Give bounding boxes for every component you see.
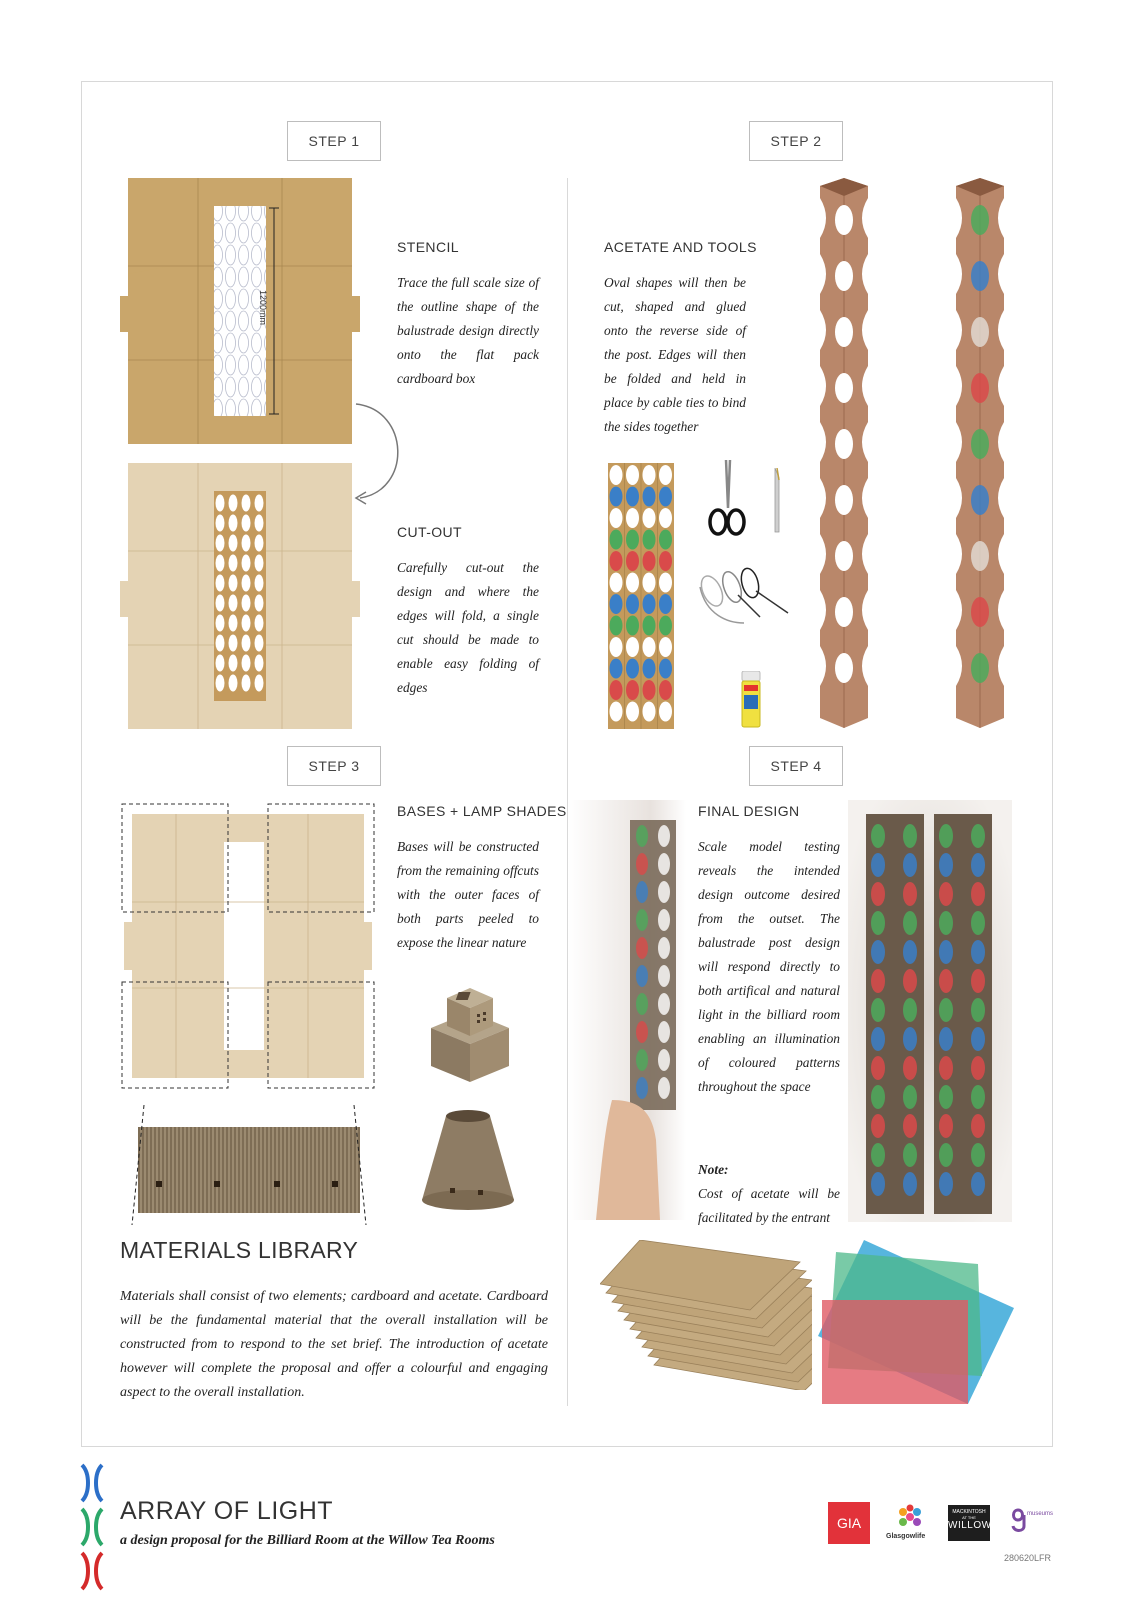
- acetate-oval: [659, 573, 672, 593]
- bases-body: Bases will be constructed from the remaining offcuts with the outer faces of both parts peeled to expose the linear nature: [397, 839, 539, 950]
- cutout-oval: [216, 515, 225, 532]
- acetate-oval: [659, 702, 672, 722]
- cutout-oval: [242, 535, 251, 552]
- final-model-oval: [971, 824, 985, 848]
- cutout-oval: [242, 595, 251, 612]
- acetate-oval: [626, 465, 639, 485]
- acetate-oval: [626, 637, 639, 657]
- hand-model-oval: [658, 1021, 670, 1043]
- poster-title: ARRAY OF LIGHT: [120, 1497, 334, 1525]
- post-oval: [835, 597, 853, 627]
- cardboard-sheets: [600, 1240, 812, 1390]
- acetate-oval: [610, 637, 623, 657]
- cutout-box-drawing: [120, 463, 360, 731]
- final-model-oval: [971, 911, 985, 935]
- acetate-oval: [626, 594, 639, 614]
- acetate-oval: [659, 594, 672, 614]
- final-model-oval: [903, 1114, 917, 1138]
- final-model-oval: [939, 824, 953, 848]
- cutout-oval: [229, 675, 238, 692]
- hand-model-oval: [636, 937, 648, 959]
- final-model-oval: [871, 882, 885, 906]
- hand-model-oval: [636, 1077, 648, 1099]
- final-model-oval: [871, 1172, 885, 1196]
- hand-model-oval: [658, 825, 670, 847]
- acetate-strip: [608, 463, 674, 729]
- final-model-oval: [871, 940, 885, 964]
- final-model-oval: [903, 1172, 917, 1196]
- acetate-body: Oval shapes will then be cut, shaped and glued onto the reverse side of the post. Edges will then be folded and held in place by cable ties to bind the sides together: [604, 275, 746, 434]
- cutout-oval: [255, 515, 264, 532]
- acetate-oval: [626, 659, 639, 679]
- acetate-oval: [626, 573, 639, 593]
- step-3-label: STEP 3: [287, 746, 381, 786]
- cutout-oval: [216, 635, 225, 652]
- hand-model-oval: [636, 1049, 648, 1071]
- final-model-oval: [903, 1143, 917, 1167]
- cutout-oval: [242, 635, 251, 652]
- final-model-oval: [971, 1143, 985, 1167]
- cutout-oval: [229, 575, 238, 592]
- acetate-oval: [659, 680, 672, 700]
- cutout-oval: [255, 675, 264, 692]
- hand-model-oval: [658, 853, 670, 875]
- glasgow-museums-text: museums: [1027, 1511, 1054, 1517]
- mackintosh-logo-main: WILLOW: [948, 1520, 992, 1531]
- post-oval: [971, 205, 989, 235]
- acetate-sheets: [818, 1240, 1014, 1404]
- mackintosh-logo-top: MACKINTOSH: [952, 1509, 986, 1515]
- cutout-oval: [229, 515, 238, 532]
- cutout-oval: [255, 495, 264, 512]
- cutout-oval: [255, 615, 264, 632]
- mackintosh-logo: [948, 1505, 990, 1541]
- acetate-oval: [643, 616, 656, 636]
- glue-stick-icon: [740, 671, 762, 729]
- final-model-oval: [903, 824, 917, 848]
- cutout-oval: [242, 555, 251, 572]
- post-oval: [971, 597, 989, 627]
- acetate-oval: [643, 530, 656, 550]
- cutout-oval: [242, 675, 251, 692]
- final-model-oval: [971, 1027, 985, 1051]
- acetate-oval: [659, 465, 672, 485]
- cutout-oval: [229, 555, 238, 572]
- poster-subtitle: a design proposal for the Billiard Room at the Willow Tea Rooms: [120, 1533, 495, 1548]
- craft-knife-icon: [770, 468, 784, 534]
- post-oval: [835, 205, 853, 235]
- acetate-oval: [626, 487, 639, 507]
- cutout-oval: [255, 575, 264, 592]
- final-model-oval: [903, 853, 917, 877]
- acetate-oval: [643, 594, 656, 614]
- final-model-oval: [939, 1027, 953, 1051]
- hand-model-oval: [658, 1049, 670, 1071]
- post-oval: [835, 429, 853, 459]
- final-model-oval: [939, 969, 953, 993]
- acetate-oval: [659, 530, 672, 550]
- final-model-oval: [939, 1143, 953, 1167]
- final-model-oval: [871, 1056, 885, 1080]
- hand-model-oval: [658, 965, 670, 987]
- final-model-oval: [903, 1056, 917, 1080]
- acetate-oval: [610, 573, 623, 593]
- gia-logo: GIA: [828, 1502, 870, 1544]
- acetate-oval: [643, 702, 656, 722]
- acetate-oval: [626, 530, 639, 550]
- cutout-oval: [216, 615, 225, 632]
- cutout-oval: [229, 655, 238, 672]
- hand-model-oval: [636, 881, 648, 903]
- post-oval: [971, 429, 989, 459]
- cutout-oval: [242, 495, 251, 512]
- acetate-oval: [659, 659, 672, 679]
- note-label: Note:: [698, 1162, 729, 1177]
- step-4-label: STEP 4: [749, 746, 843, 786]
- post-oval: [835, 485, 853, 515]
- acetate-oval: [610, 680, 623, 700]
- final-model-oval: [871, 853, 885, 877]
- cutout-heading: CUT-OUT: [397, 524, 463, 540]
- glasgow-life-text: Glasgowlife: [886, 1533, 926, 1540]
- final-model-oval: [939, 853, 953, 877]
- hand-model-oval: [658, 1077, 670, 1099]
- final-model-oval: [971, 1172, 985, 1196]
- cutout-oval: [242, 575, 251, 592]
- cutout-oval: [255, 535, 264, 552]
- bases-layout-drawing: [120, 802, 376, 1090]
- post-oval: [835, 541, 853, 571]
- acetate-oval: [643, 637, 656, 657]
- stencil-box-drawing: [120, 178, 360, 446]
- hand-model-oval: [636, 1021, 648, 1043]
- final-model-oval: [903, 1085, 917, 1109]
- final-model-oval: [939, 1172, 953, 1196]
- acetate-oval: [610, 594, 623, 614]
- bases-heading: BASES + LAMP SHADES: [397, 803, 567, 819]
- post-oval: [971, 653, 989, 683]
- cutout-oval: [229, 635, 238, 652]
- acetate-oval: [643, 659, 656, 679]
- stencil-body: Trace the full scale size of the outline shape of the balustrade design directly onto the flat pack cardboard box: [397, 275, 539, 386]
- final-model-oval: [903, 969, 917, 993]
- lamp-shade-model: [418, 1108, 518, 1212]
- post-oval: [971, 261, 989, 291]
- materials-body: Materials shall consist of two elements; cardboard and acetate. Cardboard will be the fundamental material that the overall installation will be constructed from to respond to the set brief. The introduction of acetate however will complete the proposal and offer a colourful and engaging aspect to the overall installation.: [120, 1289, 548, 1400]
- post-oval: [971, 317, 989, 347]
- acetate-oval: [643, 487, 656, 507]
- cutout-oval: [216, 555, 225, 572]
- final-body: Scale model testing reveals the intended design outcome desired from the outset. The balustrade post design will respond directly to both artifical and natural light in the billiard room enabling an illumination of coloured patterns throughout the space: [698, 839, 840, 1094]
- acetate-oval: [610, 616, 623, 636]
- post-plain: [816, 178, 872, 728]
- acetate-oval: [659, 551, 672, 571]
- acetate-oval: [610, 659, 623, 679]
- base-block-model: [427, 980, 513, 1084]
- final-model-oval: [939, 882, 953, 906]
- acetate-oval: [610, 508, 623, 528]
- cutout-oval: [216, 495, 225, 512]
- cutout-oval: [255, 595, 264, 612]
- cutout-oval: [229, 595, 238, 612]
- cutout-oval: [229, 615, 238, 632]
- post-oval: [971, 485, 989, 515]
- hand-model-oval: [658, 937, 670, 959]
- acetate-oval: [610, 465, 623, 485]
- cutout-oval: [216, 675, 225, 692]
- final-model-oval: [871, 969, 885, 993]
- mackintosh-logo-mid: AT THE: [962, 1515, 976, 1520]
- final-model-oval: [871, 1085, 885, 1109]
- acetate-oval: [643, 573, 656, 593]
- note-body: Cost of acetate will be facilitated by the entrant: [698, 1186, 840, 1225]
- acetate-oval: [659, 508, 672, 528]
- post-oval: [835, 261, 853, 291]
- post-oval: [971, 541, 989, 571]
- acetate-oval: [643, 508, 656, 528]
- acetate-oval: [643, 465, 656, 485]
- hand-model-oval: [636, 909, 648, 931]
- final-model-oval: [939, 911, 953, 935]
- final-model-oval: [939, 940, 953, 964]
- acetate-oval: [610, 702, 623, 722]
- final-model-oval: [939, 998, 953, 1022]
- final-model-oval: [971, 1114, 985, 1138]
- hand-model-oval: [636, 993, 648, 1015]
- final-heading: FINAL DESIGN: [698, 803, 800, 819]
- hand-model-oval: [636, 853, 648, 875]
- acetate-oval: [610, 530, 623, 550]
- final-model-oval: [971, 1085, 985, 1109]
- post-oval: [835, 317, 853, 347]
- cutout-oval: [216, 535, 225, 552]
- hand-model-oval: [658, 909, 670, 931]
- cutout-oval: [255, 635, 264, 652]
- cutout-oval: [229, 495, 238, 512]
- stencil-dimension: 1200mm: [258, 290, 268, 326]
- cutout-oval: [242, 515, 251, 532]
- post-oval: [835, 373, 853, 403]
- acetate-heading: ACETATE AND TOOLS: [604, 239, 757, 255]
- final-model-oval: [903, 911, 917, 935]
- step-2-label: STEP 2: [749, 121, 843, 161]
- acetate-oval: [610, 551, 623, 571]
- poster-code: 280620LFR: [1004, 1553, 1052, 1563]
- acetate-oval: [659, 616, 672, 636]
- acetate-oval: [659, 487, 672, 507]
- hand-model-oval: [636, 825, 648, 847]
- final-model-oval: [871, 1114, 885, 1138]
- acetate-oval: [626, 616, 639, 636]
- post-oval: [971, 373, 989, 403]
- final-model-oval: [971, 1056, 985, 1080]
- final-model-oval: [871, 1027, 885, 1051]
- column-divider: [567, 178, 568, 1406]
- final-model-oval: [939, 1056, 953, 1080]
- acetate-oval: [659, 637, 672, 657]
- hand-model-oval: [636, 965, 648, 987]
- final-model-oval: [871, 998, 885, 1022]
- cutout-oval: [242, 615, 251, 632]
- final-model-oval: [939, 1114, 953, 1138]
- post-acetate: [952, 178, 1008, 728]
- acetate-oval: [626, 508, 639, 528]
- cutout-oval: [216, 655, 225, 672]
- glasgow-museums-logo: [1010, 1508, 1026, 1532]
- step-1-label: STEP 1: [287, 121, 381, 161]
- cutout-oval: [229, 535, 238, 552]
- scissors-icon: [706, 460, 748, 540]
- final-model-oval: [903, 882, 917, 906]
- final-model-oval: [971, 882, 985, 906]
- acetate-oval: [643, 551, 656, 571]
- final-model-oval: [971, 998, 985, 1022]
- final-model-oval: [871, 1143, 885, 1167]
- final-model-oval: [903, 940, 917, 964]
- glasgow-life-logo: [895, 1504, 925, 1530]
- corrugated-strip: [130, 1103, 370, 1227]
- final-model-oval: [871, 911, 885, 935]
- final-model-oval: [903, 998, 917, 1022]
- hand-model-oval: [658, 993, 670, 1015]
- cutout-oval: [216, 595, 225, 612]
- acetate-oval: [626, 702, 639, 722]
- stencil-heading: STENCIL: [397, 239, 459, 255]
- cutout-oval: [255, 555, 264, 572]
- final-model-oval: [903, 1027, 917, 1051]
- final-model-glow: [848, 800, 1012, 1222]
- hand-held-model: [568, 800, 686, 1220]
- cutout-body: Carefully cut-out the design and where the edges will fold, a single cut should be made to enable easy folding of edges: [397, 560, 539, 695]
- logo-bracket-icon: [80, 1463, 104, 1591]
- final-model-oval: [971, 940, 985, 964]
- final-model-oval: [971, 853, 985, 877]
- acetate-oval: [610, 487, 623, 507]
- cutout-oval: [242, 655, 251, 672]
- final-model-oval: [871, 824, 885, 848]
- post-oval: [835, 653, 853, 683]
- cable-ties-icon: [698, 565, 794, 627]
- hand-model-oval: [658, 881, 670, 903]
- final-model-oval: [971, 969, 985, 993]
- final-model-oval: [939, 1085, 953, 1109]
- cutout-oval: [216, 575, 225, 592]
- materials-heading: MATERIALS LIBRARY: [120, 1237, 359, 1263]
- acetate-oval: [626, 551, 639, 571]
- cutout-oval: [255, 655, 264, 672]
- acetate-oval: [626, 680, 639, 700]
- acetate-oval: [643, 680, 656, 700]
